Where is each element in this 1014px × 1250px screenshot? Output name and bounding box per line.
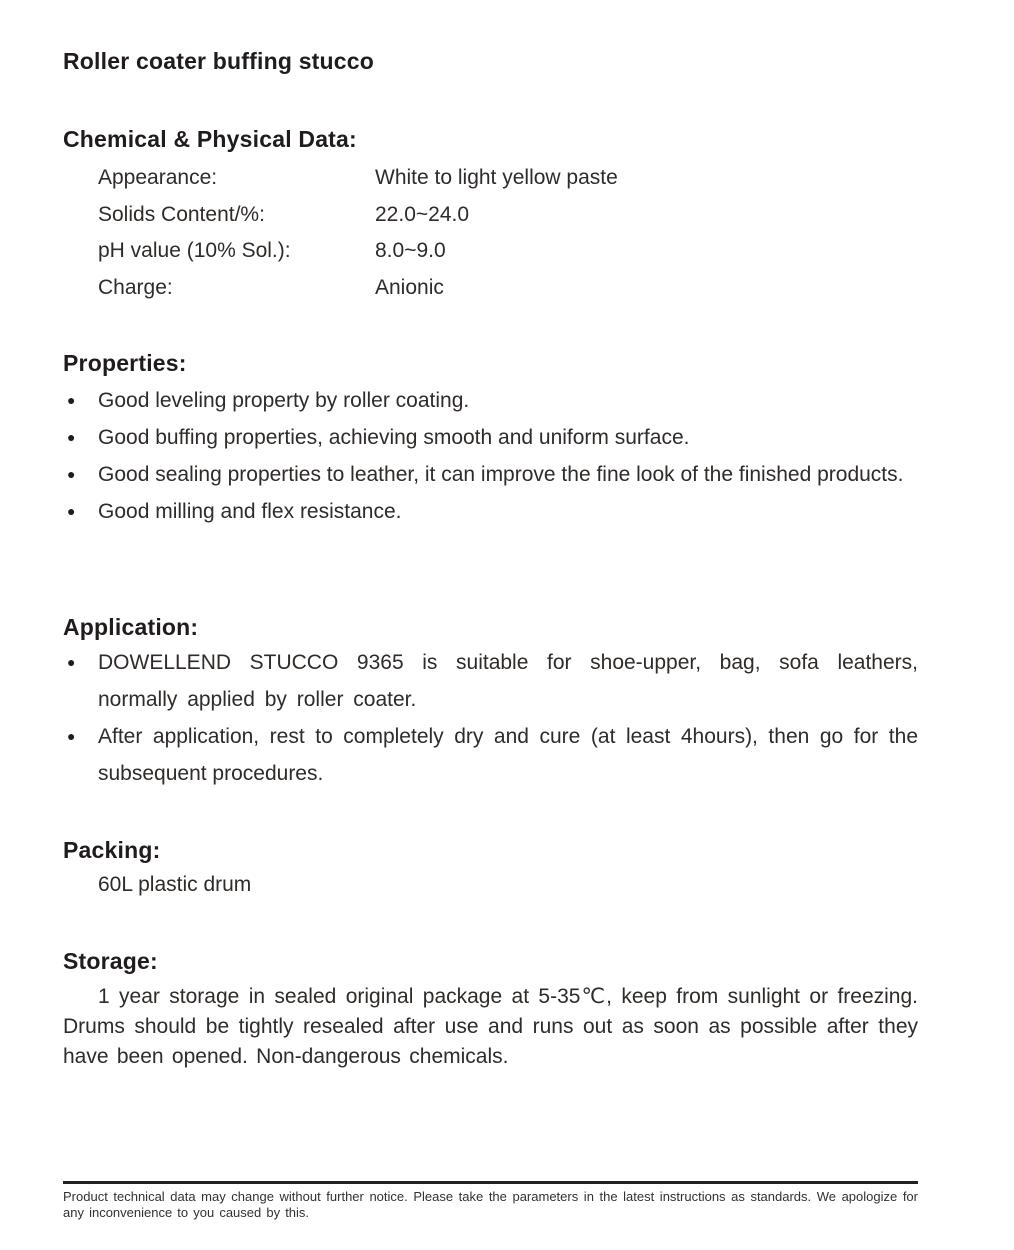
list-item [63,718,918,792]
row-label: pH value (10% Sol.): [98,239,291,262]
chemical-data-heading: Chemical & Physical Data: [63,126,357,152]
list-item-text: Good buffing properties, achieving smooth and uniform surface. [98,426,690,449]
storage-heading: Storage: [63,948,158,974]
row-label: Charge: [98,275,173,299]
storage-text: 1 year storage in sealed original package at 5-35℃, keep from sunlight or freezing. Drums should be tightly resealed after use and runs out as soon as possible after they have been opened. Non-dangerous chemicals. [63,985,918,1068]
list-item [63,419,918,456]
application-section [63,612,918,792]
list-item [63,644,918,718]
page-title: Roller coater buffing stucco [63,48,375,74]
bullet-icon: ● [67,466,76,482]
list-item [63,382,918,419]
bullet-icon: ● [67,429,76,445]
properties-heading: Properties: [63,350,187,376]
row-value: 22.0~24.0 [375,202,470,226]
row-label: Appearance: [98,166,218,189]
list-item-text: Good leveling property by roller coating. [98,389,470,412]
application-list [63,644,918,792]
list-item-text: Good sealing properties to leather, it can improve the fine look of the finished products. [98,463,904,486]
storage-section [63,946,918,1072]
application-heading: Application: [63,614,199,640]
row-value: Anionic [375,275,444,299]
row-value: White to light yellow paste [375,166,618,189]
properties-section [63,348,918,530]
bullet-icon: ● [67,728,76,744]
table-row [63,270,918,307]
list-item [63,456,918,493]
footer-divider [63,1181,918,1184]
table-row [63,160,918,197]
bullet-icon: ● [67,503,76,519]
list-item [63,493,918,530]
table-row [63,197,918,234]
packing-section [63,835,918,903]
row-label: Solids Content/%: [98,202,265,226]
packing-heading: Packing: [63,837,161,863]
chemical-data-section [63,124,918,306]
chemical-data-table [63,160,918,306]
title-section [63,46,918,76]
row-value: 8.0~9.0 [375,239,446,262]
list-item-text: Good milling and flex resistance. [98,500,402,523]
list-item-text: After application, rest to completely dry and cure (at least 4hours), then go for the subsequent procedures. [98,725,918,785]
properties-list [63,382,918,530]
bullet-icon: ● [67,654,76,670]
packing-text: 60L plastic drum [98,873,252,896]
list-item-text: DOWELLEND STUCCO 9365 is suitable for shoe-upper, bag, sofa leathers, normally applied by roller coater. [98,651,918,711]
table-row [63,233,918,270]
footer-section [63,1181,918,1221]
bullet-icon: ● [67,392,76,408]
footer-disclaimer: Product technical data may change without further notice. Please take the parameters in the latest instructions as standards. We apologize for any inconvenience to you caused by this. [63,1189,918,1220]
